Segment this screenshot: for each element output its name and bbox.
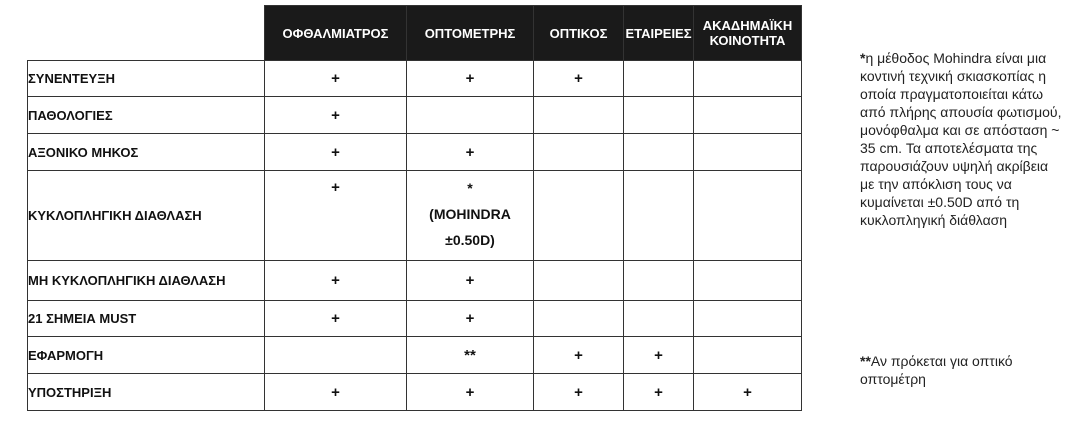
table-cell: +: [534, 61, 624, 97]
table-cell: +: [265, 171, 407, 261]
table-row: [28, 171, 802, 261]
table-cell: +: [265, 301, 407, 337]
col-header-academic-community: ΑΚΑΔΗΜΑΪΚΗ ΚΟΙΝΟΤΗΤΑ: [694, 6, 802, 61]
table-cell: +: [534, 374, 624, 411]
footnote-2-marker: **: [860, 353, 871, 369]
table-row: [28, 374, 802, 411]
table-cell: [624, 171, 694, 261]
table-row: [28, 261, 802, 301]
row-label: ΥΠΟΣΤΗΡΙΞΗ: [28, 374, 265, 411]
row-label: ΣΥΝΕΝΤΕΥΞΗ: [28, 61, 265, 97]
row-label: ΕΦΑΡΜΟΓΗ: [28, 337, 265, 374]
table-cell: [265, 337, 407, 374]
table-cell: +: [407, 61, 534, 97]
table-cell: [534, 171, 624, 261]
table-cell: * (MOHINDRA ±0.50D): [407, 171, 534, 261]
table-row: [28, 97, 802, 134]
row-label: ΑΞΟΝΙΚΟ ΜΗΚΟΣ: [28, 134, 265, 171]
table-cell: +: [407, 374, 534, 411]
table-cell: +: [265, 374, 407, 411]
table-cell: +: [624, 337, 694, 374]
footnote-1: [860, 49, 1065, 229]
table-cell: [694, 97, 802, 134]
table-cell: [534, 261, 624, 301]
table-cell: [694, 301, 802, 337]
table-cell: +: [265, 97, 407, 134]
table-cell: [624, 134, 694, 171]
table-cell: [694, 261, 802, 301]
footnote-1-text: η μέθοδος Mohindra είναι μια κοντινή τεχνική σκιασκοπίας η οποία πραγματοποιείται κάτω από πλήρης απουσία φωτισμού, μονόφθαλμα και σε απόσταση ~ 35 cm. Τα αποτελέσματα της παρουσιάζουν υψηλή ακρίβεια με την απόκλιση τους να κυμαίνεται ±0.50D από τη κυκλοπληγική διάθλαση: [860, 50, 1062, 228]
table-cell: +: [265, 134, 407, 171]
table-row: [28, 337, 802, 374]
col-header-companies: ΕΤΑΙΡΕΙΕΣ: [624, 6, 694, 61]
row-label: 21 ΣΗΜΕΙΑ MUST: [28, 301, 265, 337]
row-label: ΚΥΚΛΟΠΛΗΓΙΚΗ ΔΙΑΘΛΑΣΗ: [28, 171, 265, 261]
table-cell: [694, 337, 802, 374]
col-header-ophthalmologist: ΟΦΘΑΛΜΙΑΤΡΟΣ: [265, 6, 407, 61]
table-cell: [694, 134, 802, 171]
table-cell: [407, 97, 534, 134]
table-cell: +: [265, 261, 407, 301]
header-row: [28, 6, 802, 61]
table-cell: +: [407, 134, 534, 171]
table-cell: [534, 97, 624, 134]
table-cell: +: [407, 301, 534, 337]
table-cell: [694, 61, 802, 97]
table-cell: +: [624, 374, 694, 411]
table-cell: [624, 97, 694, 134]
table-cell: +: [265, 61, 407, 97]
table-cell: **: [407, 337, 534, 374]
table-cell: [624, 61, 694, 97]
footnote-1-marker: *: [860, 50, 866, 66]
table-cell: [534, 134, 624, 171]
footnote-2: [860, 352, 1065, 388]
col-header-optician: ΟΠΤΙΚΟΣ: [534, 6, 624, 61]
comparison-table: [27, 5, 802, 411]
table-cell: +: [407, 261, 534, 301]
row-label: ΠΑΘΟΛΟΓΙΕΣ: [28, 97, 265, 134]
table-row: [28, 61, 802, 97]
footnote-2-text: Αν πρόκεται για οπτικό οπτομέτρη: [860, 353, 1013, 387]
table-cell: +: [694, 374, 802, 411]
table-row: [28, 301, 802, 337]
corner-cell: [28, 6, 265, 61]
table-row: [28, 134, 802, 171]
table-cell: +: [534, 337, 624, 374]
table-cell: [694, 171, 802, 261]
col-header-optometrist: ΟΠΤΟΜΕΤΡΗΣ: [407, 6, 534, 61]
table-cell: [624, 301, 694, 337]
table-cell: [534, 301, 624, 337]
row-label: ΜΗ ΚΥΚΛΟΠΛΗΓΙΚΗ ΔΙΑΘΛΑΣΗ: [28, 261, 265, 301]
table-cell: [624, 261, 694, 301]
